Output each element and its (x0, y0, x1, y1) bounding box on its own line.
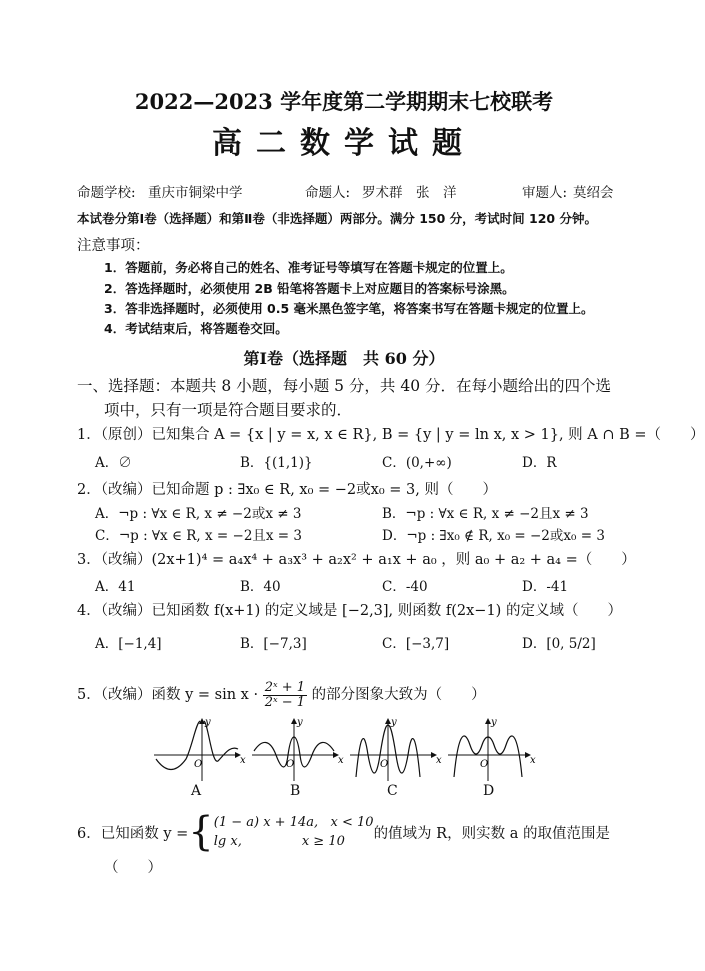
q3-option-a: A．41 (95, 579, 136, 595)
q5-frac-num: 2ˣ + 1 (264, 680, 306, 695)
part-heading: 一、选择题：本题共 8 小题，每小题 5 分，共 40 分．在每小题给出的四个选 (77, 377, 612, 395)
q6-stem (77, 809, 610, 855)
q6-brace: { (188, 809, 214, 855)
q2-option-d: D．¬p : ∃x₀ ∉ R, x₀ = −2或x₀ = 3 (382, 528, 605, 544)
q2-option-a: A．¬p : ∀x ∈ R, x ≠ −2或x ≠ 3 (95, 506, 302, 522)
q2-option-b: B．¬p : ∀x ∈ R, x ≠ −2且x ≠ 3 (382, 506, 589, 522)
notice-item: 4．考试结束后，将答题卷交回。 (104, 321, 288, 336)
q1-option-d: D．R (522, 455, 557, 471)
svg-text:x: x (240, 755, 246, 766)
graph-d (448, 717, 536, 781)
q3-stem: 3．（改编）(2x+1)⁴ = a₄x⁴ + a₃x³ + a₂x² + a₁x + a₀ ，则 a₀ + a₂ + a₄ =（ ） (77, 552, 636, 568)
q6-cases (214, 813, 374, 852)
q4-option-c: C．[−3,7] (382, 636, 450, 652)
part-heading-cont: 项中，只有一项是符合题目要求的． (104, 401, 353, 419)
notice-title: 注意事项： (77, 238, 150, 254)
section-title: 第Ⅰ卷（选择题 共 60 分） (243, 349, 445, 368)
author-names: 罗术群 张 洋 (362, 185, 457, 201)
q6-case2-row (214, 832, 374, 852)
q6-case1-row (214, 813, 374, 833)
notice-item: 3．答非选择题时，必须使用 0.5 毫米黑色签字笔，将答案书写在答题卡规定的位置上。 (104, 301, 594, 316)
graph-label-c: C (387, 783, 398, 799)
q6-cond1: x < 10 (330, 814, 374, 830)
svg-text:x: x (338, 755, 344, 766)
q5-stem-pre: 5．（改编）函数 y = sin x · (77, 687, 259, 704)
q6-stem-pre: 6．已知函数 y = (77, 825, 189, 842)
q4-option-d: D．[0, 5/2] (522, 636, 596, 652)
svg-text:y: y (205, 717, 211, 728)
q5-stem-post: 的部分图象大致为（ ） (311, 687, 486, 704)
q5-graphs (150, 715, 536, 785)
school-name: 重庆市铜梁中学 (148, 185, 243, 201)
school-label: 命题学校: (77, 185, 136, 201)
q6-case2: lg x, (213, 834, 242, 849)
q4-option-a: A．[−1,4] (95, 636, 162, 652)
q3-option-c: C．-40 (382, 579, 428, 595)
q5-fraction (263, 681, 307, 709)
q1-option-a: A．∅ (95, 455, 132, 471)
notice-item: 1．答题前，务必将自己的姓名、准考证号等填写在答题卡规定的位置上。 (104, 260, 513, 275)
subject-title: 高二数学试题 (212, 126, 476, 161)
svg-text:y: y (391, 717, 397, 728)
exam-title: 2022—2023 学年度第二学期期末七校联考 (134, 89, 554, 114)
q3-option-d: D．-41 (522, 579, 569, 595)
svg-text:O: O (480, 759, 489, 770)
svg-text:O: O (194, 759, 203, 770)
q6-case1: (1 − a) x + 14a, (213, 814, 319, 830)
graph-a (154, 717, 246, 781)
svg-text:O: O (380, 759, 389, 770)
q1-option-b: B．{(1,1)} (240, 455, 313, 471)
graph-b (252, 717, 344, 781)
svg-text:x: x (436, 755, 442, 766)
q4-stem: 4．（改编）已知函数 f(x+1) 的定义域是 [−2,3], 则函数 f(2x−1) 的定义域（ ） (77, 603, 622, 619)
graph-c (350, 717, 442, 781)
q5-stem (77, 681, 486, 709)
q2-stem: 2．（改编）已知命题 p : ∃x₀ ∈ R, x₀ = −2或x₀ = 3, 则（ ） (77, 482, 497, 498)
q6-blank: （ ） (104, 860, 162, 876)
q1-option-c: C．(0,+∞) (382, 455, 452, 471)
author-label: 命题人: (305, 185, 351, 201)
svg-text:y: y (491, 717, 497, 728)
svg-text:y: y (297, 717, 303, 728)
q1-stem: 1．（原创）已知集合 A = {x | y = x, x ∈ R}, B = {y | y = ln x, x > 1}, 则 A ∩ B =（ ） (77, 427, 705, 443)
q3-option-b: B．40 (240, 579, 281, 595)
q6-cond2: x ≥ 10 (301, 834, 345, 849)
graph-label-a: A (191, 783, 202, 799)
intro-text: 本试卷分第Ⅰ卷（选择题）和第Ⅱ卷（非选择题）两部分。满分 150 分，考试时间 120 分钟。 (77, 211, 597, 226)
svg-text:O: O (286, 759, 295, 770)
q2-option-c: C．¬p : ∀x ∈ R, x = −2且x = 3 (95, 528, 303, 544)
reviewer-label: 审题人: (522, 185, 568, 201)
graph-label-b: B (290, 783, 301, 799)
notice-item: 2．答选择题时，必须使用 2B 铅笔将答题卡上对应题目的答案标号涂黑。 (104, 281, 515, 296)
q5-frac-den: 2ˣ − 1 (264, 694, 306, 710)
graph-label-d: D (483, 783, 495, 799)
svg-text:x: x (530, 755, 536, 766)
q6-stem-post: 的值域为 R，则实数 a 的取值范围是 (373, 825, 610, 842)
q4-option-b: B．[−7,3] (240, 636, 307, 652)
reviewer-name: 莫绍会 (573, 185, 614, 201)
